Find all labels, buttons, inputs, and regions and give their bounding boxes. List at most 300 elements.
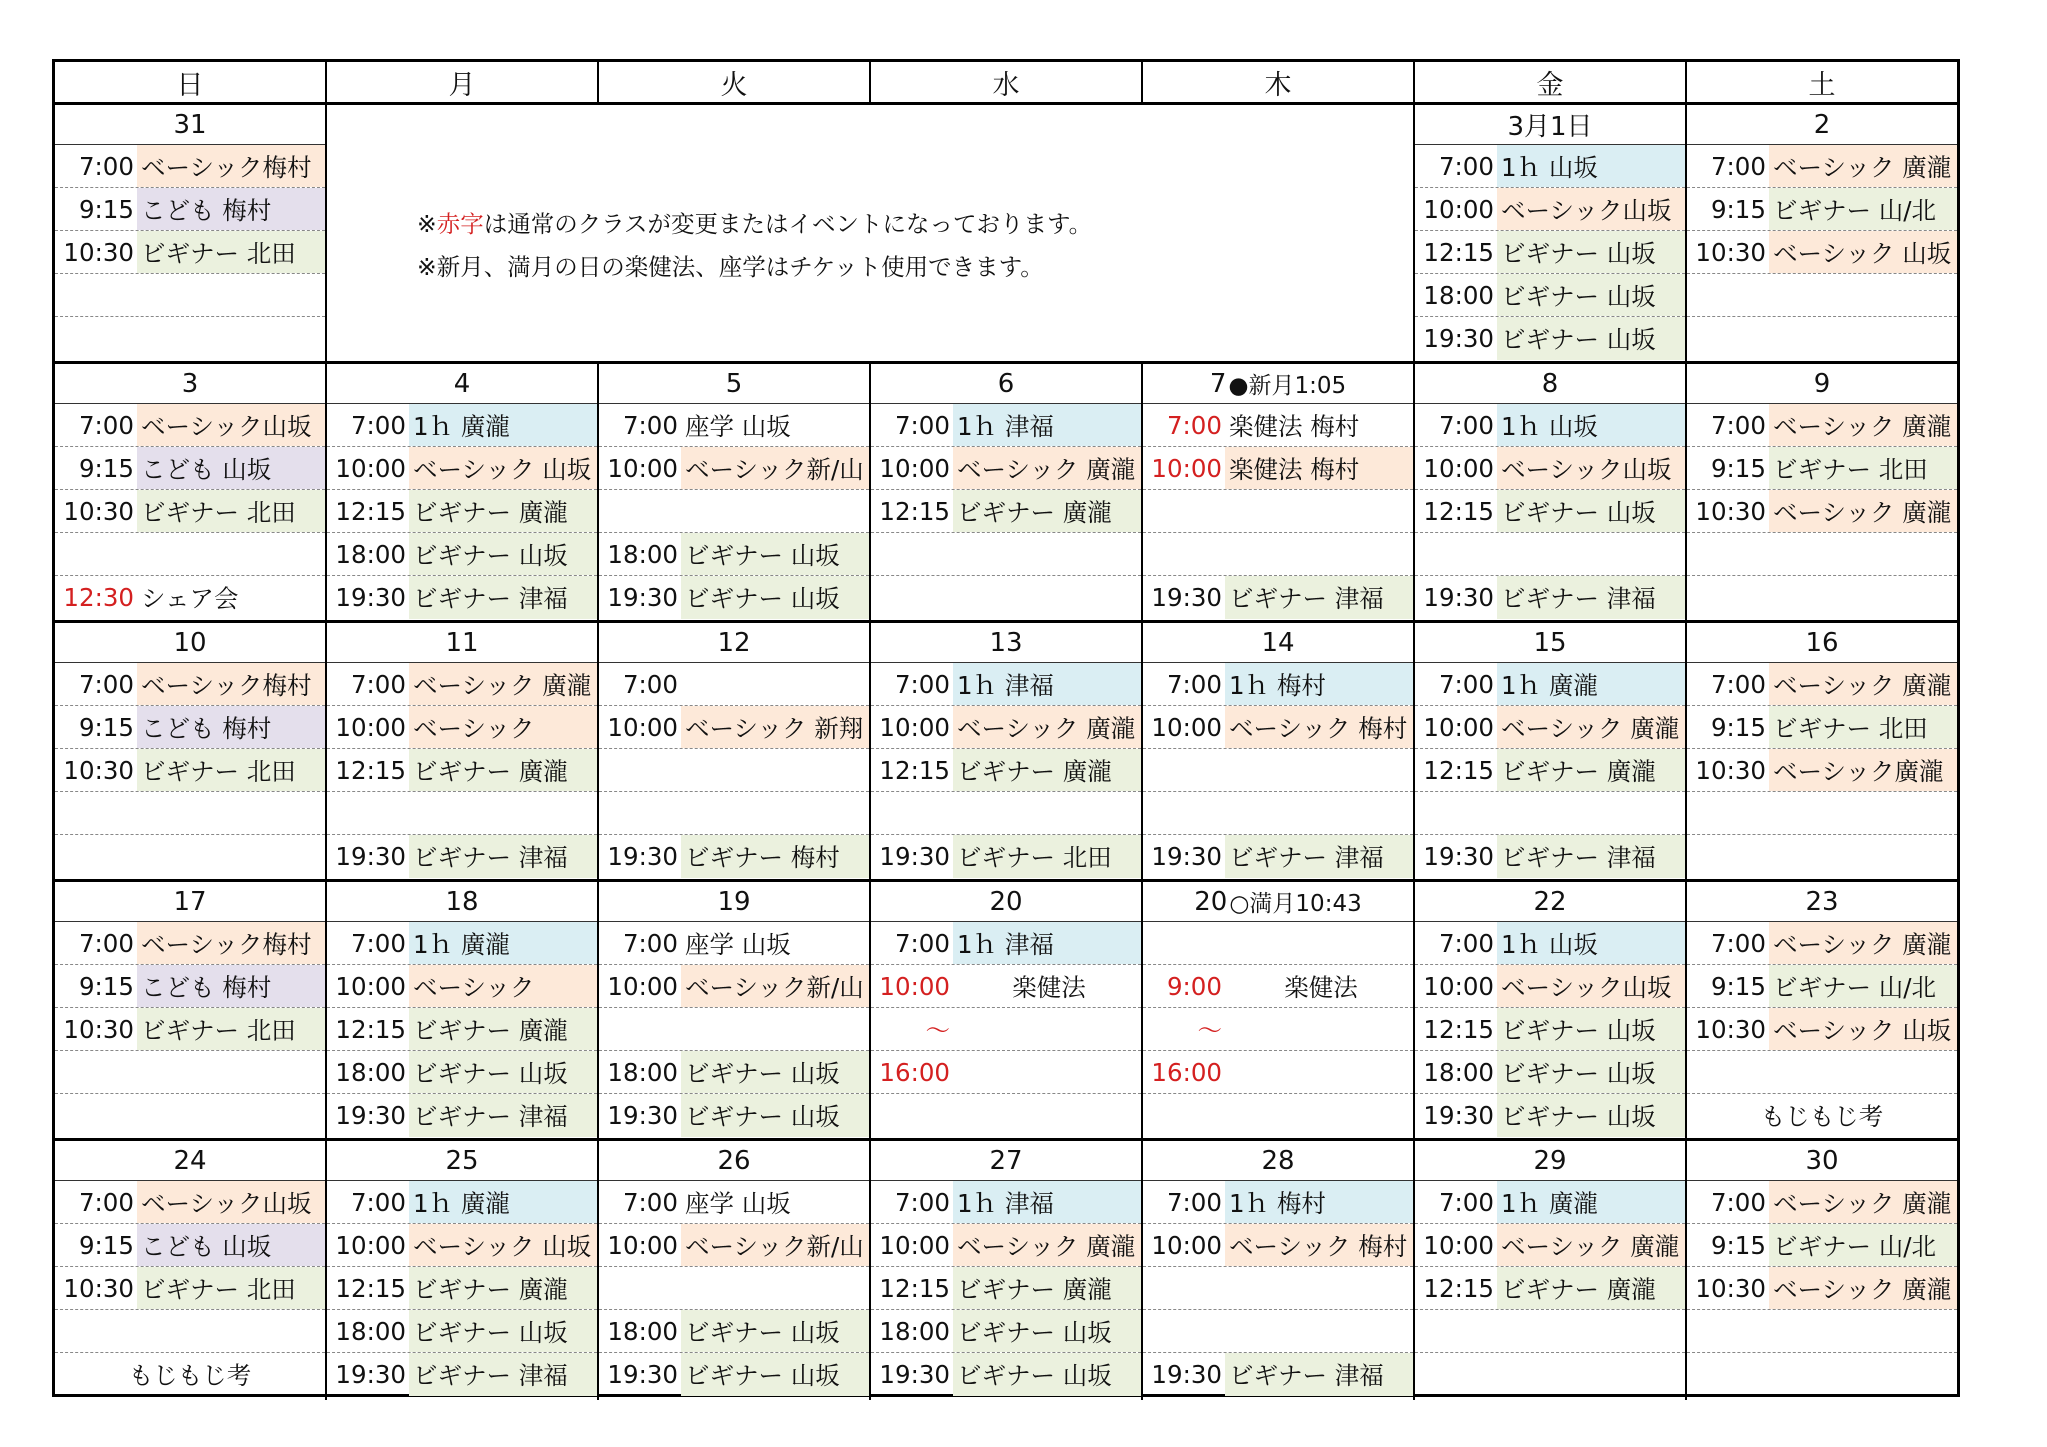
class-slot bbox=[1415, 533, 1685, 576]
date-label: 15 bbox=[1533, 627, 1567, 658]
class-label: こども 山坂 bbox=[137, 1224, 325, 1266]
date-label: 2 bbox=[1813, 109, 1831, 140]
class-label bbox=[681, 663, 869, 705]
slot-time: 7:00 bbox=[350, 410, 406, 440]
day-number bbox=[1687, 105, 1957, 145]
slot-time: 19:30 bbox=[879, 842, 950, 871]
slot-time: 18:00 bbox=[335, 1316, 406, 1346]
day-cell bbox=[1415, 882, 1687, 1138]
date-label: 12 bbox=[717, 627, 751, 658]
class-label: ビギナー 山坂 bbox=[681, 1310, 869, 1352]
day-number bbox=[327, 623, 597, 663]
class-label: ビギナー 山坂 bbox=[1497, 490, 1685, 532]
date-label: 3月1日 bbox=[1507, 112, 1593, 142]
date-label: 17 bbox=[173, 886, 207, 917]
class-slot bbox=[871, 1224, 1141, 1267]
class-label: ベーシック 新翔 bbox=[681, 706, 869, 748]
slot-time: ～ bbox=[1197, 1015, 1222, 1045]
slot-time: 7:00 bbox=[1710, 1187, 1766, 1217]
date-label: 14 bbox=[1261, 627, 1295, 658]
slot-time: 7:00 bbox=[894, 669, 950, 699]
class-slot bbox=[55, 447, 325, 490]
slot-time: 9:15 bbox=[78, 712, 134, 742]
day-number bbox=[55, 623, 325, 663]
slot-time: 19:30 bbox=[1151, 1360, 1222, 1389]
class-label: ビギナー 津福 bbox=[1225, 835, 1413, 878]
class-label bbox=[953, 1051, 1141, 1093]
day-number bbox=[1415, 105, 1685, 145]
class-slot bbox=[599, 706, 869, 749]
note-line-2: ※新月、満月の日の楽健法、座学はチケット使用できます。 bbox=[417, 253, 1044, 281]
class-slot bbox=[1415, 490, 1685, 533]
date-label: 24 bbox=[173, 1145, 207, 1176]
class-slot bbox=[871, 749, 1141, 792]
weekday-header-sun: 日 bbox=[55, 62, 327, 102]
class-label: ビギナー 山/北 bbox=[1769, 965, 1957, 1007]
day-number bbox=[55, 364, 325, 404]
class-label: ビギナー 津福 bbox=[409, 1094, 597, 1137]
date-label: 27 bbox=[989, 1145, 1023, 1176]
class-label: ベーシック山坂 bbox=[1497, 965, 1685, 1007]
class-slot bbox=[1143, 533, 1413, 576]
class-label: ビギナー 北田 bbox=[1769, 447, 1957, 489]
slot-time: 7:00 bbox=[1166, 410, 1222, 440]
class-slot bbox=[327, 835, 597, 878]
slot-time: 10:30 bbox=[1695, 1014, 1766, 1044]
class-label: ビギナー 山坂 bbox=[681, 576, 869, 619]
class-label: 座学 山坂 bbox=[685, 411, 791, 441]
day-number bbox=[327, 882, 597, 922]
class-label: ベーシック山坂 bbox=[1497, 188, 1685, 230]
class-slot bbox=[599, 835, 869, 878]
slot-time: 7:00 bbox=[78, 928, 134, 958]
date-label: 7 bbox=[1209, 368, 1227, 399]
moon-phase-note: ○満月10:43 bbox=[1229, 891, 1362, 917]
weekday-header-tue: 火 bbox=[599, 62, 871, 102]
class-label: ビギナー 廣瀧 bbox=[1497, 749, 1685, 791]
slot-time: 10:00 bbox=[1151, 1230, 1222, 1260]
class-label: ビギナー 山坂 bbox=[681, 533, 869, 575]
slot-time: 12:15 bbox=[879, 1273, 950, 1303]
slot-time: 12:15 bbox=[1423, 755, 1494, 785]
class-label: 1ｈ 津福 bbox=[953, 922, 1141, 964]
class-label: ベーシック 山坂 bbox=[1769, 231, 1957, 273]
slot-time: 12:15 bbox=[335, 1014, 406, 1044]
class-slot bbox=[871, 922, 1141, 965]
class-slot bbox=[599, 965, 869, 1008]
class-slot bbox=[327, 1353, 597, 1396]
day-number bbox=[599, 1141, 869, 1181]
date-label: 26 bbox=[717, 1145, 751, 1176]
class-slot bbox=[1687, 1181, 1957, 1224]
class-slot bbox=[55, 1008, 325, 1051]
day-cell bbox=[871, 364, 1143, 620]
slot-time: 19:30 bbox=[1151, 842, 1222, 871]
class-slot bbox=[1687, 145, 1957, 188]
day-number bbox=[871, 364, 1141, 404]
class-slot bbox=[55, 706, 325, 749]
class-label: ビギナー 北田 bbox=[137, 231, 325, 273]
slot-time: 7:00 bbox=[350, 1187, 406, 1217]
class-label: ベーシック 山坂 bbox=[409, 447, 597, 489]
class-slot bbox=[327, 1224, 597, 1267]
class-slot bbox=[1415, 792, 1685, 835]
class-slot bbox=[55, 490, 325, 533]
class-label: ベーシック梅村 bbox=[137, 145, 325, 187]
class-slot bbox=[1143, 447, 1413, 490]
class-slot bbox=[327, 922, 597, 965]
class-label: ベーシック 廣瀧 bbox=[1769, 1181, 1957, 1223]
slot-time: 10:00 bbox=[335, 1230, 406, 1260]
class-slot bbox=[1415, 145, 1685, 188]
class-slot bbox=[871, 576, 1141, 619]
day-cell bbox=[327, 364, 599, 620]
class-label: ビギナー 山坂 bbox=[1497, 1094, 1685, 1137]
class-slot bbox=[1143, 1267, 1413, 1310]
day-cell bbox=[55, 364, 327, 620]
slot-time: 19:30 bbox=[607, 842, 678, 871]
class-slot bbox=[55, 1267, 325, 1310]
note-1-prefix: ※ bbox=[417, 210, 437, 238]
slot-time: 10:00 bbox=[607, 453, 678, 483]
slot-time: 10:30 bbox=[63, 755, 134, 785]
slot-time: 9:15 bbox=[1710, 453, 1766, 483]
class-slot bbox=[1415, 404, 1685, 447]
class-slot bbox=[599, 1224, 869, 1267]
slot-time: 10:00 bbox=[1151, 453, 1222, 483]
weekday-header-row bbox=[55, 62, 1957, 105]
class-slot bbox=[327, 1051, 597, 1094]
class-slot bbox=[1143, 1008, 1413, 1051]
day-cell bbox=[599, 364, 871, 620]
slot-time: 10:00 bbox=[1423, 194, 1494, 224]
class-slot bbox=[327, 706, 597, 749]
slot-time: 10:00 bbox=[1423, 971, 1494, 1001]
slot-time: 10:30 bbox=[63, 1273, 134, 1303]
slot-time: 12:15 bbox=[879, 496, 950, 526]
weekday-header-wed: 水 bbox=[871, 62, 1143, 102]
day-cell bbox=[1143, 882, 1415, 1138]
slot-time: 7:00 bbox=[78, 669, 134, 699]
slot-time: 9:15 bbox=[78, 194, 134, 224]
week-row bbox=[55, 882, 1957, 1141]
class-label: こども 梅村 bbox=[137, 965, 325, 1007]
slot-time: 19:30 bbox=[335, 842, 406, 871]
date-label: 20 bbox=[989, 886, 1023, 917]
class-slot bbox=[1415, 706, 1685, 749]
slot-time: 12:30 bbox=[63, 583, 134, 612]
class-label: ベーシック 廣瀧 bbox=[1497, 1224, 1685, 1266]
slot-time: 7:00 bbox=[1438, 1187, 1494, 1217]
date-label: 6 bbox=[997, 368, 1015, 399]
note-1-red-word: 赤字 bbox=[436, 210, 484, 238]
class-slot bbox=[1687, 1094, 1957, 1137]
class-label: ビギナー 津福 bbox=[1225, 576, 1413, 619]
class-label: 1ｈ 山坂 bbox=[1497, 145, 1685, 187]
day-cell bbox=[1143, 364, 1415, 620]
day-number bbox=[1415, 623, 1685, 663]
day-number bbox=[327, 1141, 597, 1181]
class-label: ベーシック新/山 bbox=[681, 1224, 869, 1266]
class-slot bbox=[55, 1094, 325, 1137]
day-cell bbox=[599, 623, 871, 879]
date-label: 23 bbox=[1805, 886, 1839, 917]
slot-time: 10:30 bbox=[63, 237, 134, 267]
slot-time: 7:00 bbox=[78, 410, 134, 440]
day-cell bbox=[1687, 1141, 1957, 1400]
class-slot bbox=[327, 1181, 597, 1224]
class-label: ベーシック 廣瀧 bbox=[409, 663, 597, 705]
slot-time: 7:00 bbox=[78, 151, 134, 181]
class-slot bbox=[599, 533, 869, 576]
class-slot bbox=[327, 447, 597, 490]
class-slot bbox=[327, 792, 597, 835]
day-cell bbox=[1415, 1141, 1687, 1400]
slot-time: 19:30 bbox=[335, 1101, 406, 1130]
class-slot bbox=[327, 1008, 597, 1051]
class-slot bbox=[1415, 1094, 1685, 1137]
day-number bbox=[599, 882, 869, 922]
class-label: 1ｈ 廣瀧 bbox=[1497, 663, 1685, 705]
slot-time: 19:30 bbox=[1423, 583, 1494, 612]
class-label: ベーシック新/山 bbox=[681, 447, 869, 489]
day-cell bbox=[599, 882, 871, 1138]
day-number bbox=[1143, 1141, 1413, 1181]
day-cell bbox=[1687, 105, 1957, 361]
day-number bbox=[871, 623, 1141, 663]
class-slot bbox=[871, 1310, 1141, 1353]
class-slot bbox=[1143, 404, 1413, 447]
slot-time: 19:30 bbox=[1423, 1101, 1494, 1130]
class-label: 1ｈ 梅村 bbox=[1225, 663, 1413, 705]
class-slot bbox=[55, 1224, 325, 1267]
slot-time: 18:00 bbox=[1423, 280, 1494, 310]
class-label: ベーシック新/山 bbox=[681, 965, 869, 1007]
class-label: ビギナー 山坂 bbox=[409, 1310, 597, 1352]
slot-time: 19:30 bbox=[1423, 842, 1494, 871]
class-slot bbox=[327, 663, 597, 706]
slot-time: 9:15 bbox=[1710, 712, 1766, 742]
slot-time: 7:00 bbox=[350, 669, 406, 699]
class-slot bbox=[1687, 533, 1957, 576]
class-label: ビギナー 山坂 bbox=[1497, 274, 1685, 316]
class-slot bbox=[599, 404, 869, 447]
class-slot bbox=[871, 1353, 1141, 1396]
class-slot bbox=[55, 533, 325, 576]
class-slot bbox=[599, 447, 869, 490]
class-label: 1ｈ 山坂 bbox=[1497, 404, 1685, 446]
class-slot bbox=[327, 965, 597, 1008]
slot-time: 7:00 bbox=[1438, 669, 1494, 699]
class-label: ビギナー 津福 bbox=[1497, 835, 1685, 878]
class-label: ビギナー 廣瀧 bbox=[409, 1008, 597, 1050]
slot-time: 10:00 bbox=[335, 971, 406, 1001]
slot-time: 18:00 bbox=[1423, 1057, 1494, 1087]
date-label: 16 bbox=[1805, 627, 1839, 658]
slot-time: 19:30 bbox=[879, 1360, 950, 1389]
slot-time: 7:00 bbox=[622, 1187, 678, 1217]
slot-time: 10:30 bbox=[1695, 237, 1766, 267]
class-label: ベーシック 廣瀧 bbox=[1769, 1267, 1957, 1309]
class-slot bbox=[327, 1267, 597, 1310]
class-slot bbox=[599, 1051, 869, 1094]
slot-time: 18:00 bbox=[607, 1316, 678, 1346]
class-slot bbox=[1687, 188, 1957, 231]
slot-time: 10:00 bbox=[1423, 712, 1494, 742]
day-cell bbox=[55, 623, 327, 879]
day-cell bbox=[327, 1141, 599, 1400]
class-slot bbox=[55, 145, 325, 188]
slot-time: 19:30 bbox=[335, 583, 406, 612]
date-label: 9 bbox=[1813, 368, 1831, 399]
date-label: 30 bbox=[1805, 1145, 1839, 1176]
weekday-header-sat: 土 bbox=[1808, 69, 1836, 101]
class-label: 1ｈ 津福 bbox=[953, 404, 1141, 446]
slot-time: 10:00 bbox=[607, 971, 678, 1001]
slot-time: 7:00 bbox=[894, 928, 950, 958]
class-label: ビギナー 津福 bbox=[1497, 576, 1685, 619]
day-number bbox=[1415, 1141, 1685, 1181]
slot-time: 9:00 bbox=[1166, 971, 1222, 1001]
class-slot bbox=[327, 576, 597, 619]
class-label: ビギナー 北田 bbox=[953, 835, 1141, 878]
slot-time: 9:15 bbox=[1710, 971, 1766, 1001]
class-slot bbox=[1415, 663, 1685, 706]
slot-time: 10:30 bbox=[63, 1014, 134, 1044]
class-label: 楽健法 bbox=[1012, 972, 1086, 1002]
class-slot bbox=[327, 749, 597, 792]
class-slot bbox=[1687, 1310, 1957, 1353]
class-slot bbox=[1687, 663, 1957, 706]
class-slot bbox=[599, 1267, 869, 1310]
class-slot bbox=[1415, 965, 1685, 1008]
date-label: 3 bbox=[181, 368, 199, 399]
slot-time: 7:00 bbox=[894, 1187, 950, 1217]
slot-time: 7:00 bbox=[1438, 151, 1494, 181]
event-text: もじもじ考 bbox=[1760, 1102, 1884, 1131]
date-label: 11 bbox=[445, 627, 479, 658]
day-number bbox=[327, 364, 597, 404]
class-slot bbox=[1143, 1094, 1413, 1137]
class-label: ビギナー 山坂 bbox=[681, 1094, 869, 1137]
class-slot bbox=[871, 447, 1141, 490]
class-slot bbox=[1687, 1051, 1957, 1094]
slot-time: ～ bbox=[925, 1015, 950, 1045]
class-slot bbox=[55, 922, 325, 965]
date-label: 4 bbox=[453, 368, 471, 399]
note-line-1 bbox=[417, 205, 1092, 239]
week-row bbox=[55, 364, 1957, 623]
class-slot bbox=[1687, 1008, 1957, 1051]
class-label: ビギナー 山坂 bbox=[409, 533, 597, 575]
day-cell bbox=[1687, 364, 1957, 620]
class-slot bbox=[1415, 1008, 1685, 1051]
day-number bbox=[599, 364, 869, 404]
weekday-header-thu: 木 bbox=[1143, 62, 1415, 102]
day-number bbox=[1687, 882, 1957, 922]
date-label: 29 bbox=[1533, 1145, 1567, 1176]
class-slot bbox=[1415, 576, 1685, 619]
class-label: ベーシック 梅村 bbox=[1225, 1224, 1413, 1266]
class-label: ビギナー 廣瀧 bbox=[953, 749, 1141, 791]
class-slot bbox=[1687, 404, 1957, 447]
date-label: 20 bbox=[1194, 886, 1228, 917]
class-slot bbox=[599, 792, 869, 835]
class-slot bbox=[1687, 317, 1957, 360]
class-label: ビギナー 北田 bbox=[137, 1267, 325, 1309]
class-slot bbox=[871, 663, 1141, 706]
day-cell bbox=[1687, 623, 1957, 879]
event-text: もじもじ考 bbox=[128, 1361, 252, 1390]
day-number bbox=[1143, 882, 1413, 922]
class-label: ベーシック 山坂 bbox=[1769, 1008, 1957, 1050]
class-slot bbox=[1687, 576, 1957, 619]
class-label: ビギナー 山坂 bbox=[1497, 317, 1685, 360]
day-cell bbox=[871, 882, 1143, 1138]
class-slot bbox=[327, 490, 597, 533]
class-label: ビギナー 北田 bbox=[1769, 706, 1957, 748]
class-label: ベーシック廣瀧 bbox=[1769, 749, 1957, 791]
class-slot bbox=[1415, 231, 1685, 274]
class-label: ベーシック 廣瀧 bbox=[953, 447, 1141, 489]
slot-time: 7:00 bbox=[1710, 669, 1766, 699]
class-slot bbox=[599, 749, 869, 792]
class-slot bbox=[1687, 1353, 1957, 1396]
slot-time: 7:00 bbox=[1166, 669, 1222, 699]
slot-time: 10:30 bbox=[1695, 496, 1766, 526]
class-slot bbox=[1143, 1051, 1413, 1094]
date-label: 19 bbox=[717, 886, 751, 917]
slot-time: 10:00 bbox=[1423, 1230, 1494, 1260]
class-slot bbox=[871, 533, 1141, 576]
slot-time: 10:00 bbox=[335, 453, 406, 483]
slot-time: 9:15 bbox=[78, 453, 134, 483]
class-slot bbox=[1415, 1353, 1685, 1396]
slot-time: 10:30 bbox=[1695, 1273, 1766, 1303]
class-slot bbox=[871, 1008, 1141, 1051]
class-slot bbox=[1143, 1353, 1413, 1396]
class-label: ビギナー 廣瀧 bbox=[1497, 1267, 1685, 1309]
class-label: 1ｈ 廣瀧 bbox=[409, 1181, 597, 1223]
slot-time: 7:00 bbox=[622, 410, 678, 440]
slot-time: 7:00 bbox=[1710, 151, 1766, 181]
class-slot bbox=[871, 835, 1141, 878]
day-cell bbox=[1143, 1141, 1415, 1400]
class-label: ビギナー 山坂 bbox=[953, 1353, 1141, 1396]
slot-time: 7:00 bbox=[1438, 410, 1494, 440]
class-label: ベーシック bbox=[409, 965, 597, 1007]
class-slot bbox=[599, 1353, 869, 1396]
week-row bbox=[55, 623, 1957, 882]
class-slot bbox=[599, 1008, 869, 1051]
class-label: 座学 山坂 bbox=[685, 1188, 791, 1218]
day-number bbox=[55, 1141, 325, 1181]
class-slot bbox=[55, 835, 325, 878]
class-slot bbox=[55, 1051, 325, 1094]
day-number bbox=[1415, 364, 1685, 404]
day-number bbox=[55, 882, 325, 922]
class-label: 1ｈ 山坂 bbox=[1497, 922, 1685, 964]
day-cell bbox=[55, 882, 327, 1138]
slot-time: 16:00 bbox=[879, 1057, 950, 1087]
class-label: ビギナー 津福 bbox=[409, 576, 597, 619]
class-slot bbox=[1415, 1181, 1685, 1224]
day-cell bbox=[1415, 623, 1687, 879]
class-label: ビギナー 山/北 bbox=[1769, 188, 1957, 230]
class-label: 1ｈ 廣瀧 bbox=[409, 404, 597, 446]
class-slot bbox=[55, 317, 325, 360]
class-slot bbox=[599, 922, 869, 965]
